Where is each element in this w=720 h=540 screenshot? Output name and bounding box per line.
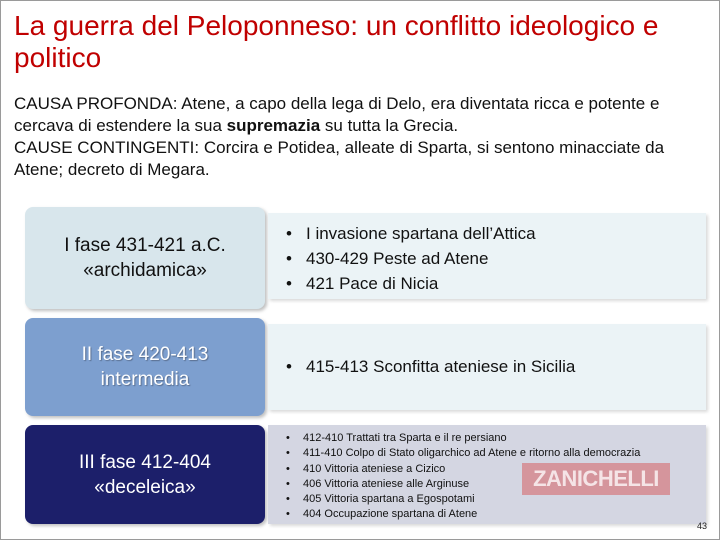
phase-1-event: • I invasione spartana dell’Attica (284, 221, 536, 246)
phase-2-name: II fase 420-413 (81, 344, 209, 365)
phase-1-event: • 430-429 Peste ad Atene (284, 246, 536, 271)
page-number: 43 (697, 521, 708, 531)
phase-2-box (25, 318, 265, 416)
phase-1-box (25, 207, 265, 309)
phase-3-subtitle: «deceleica» (94, 476, 196, 498)
phase-3-event: • 404 Occupazione spartana di Atene (284, 507, 640, 522)
phase-1-name: I fase 431-421 a.C. (64, 235, 226, 256)
phase-2-event: • 415-413 Sconfitta ateniese in Sicilia (284, 354, 575, 379)
intro-cause-deep-end: su tutta la Grecia. (320, 116, 459, 135)
phase-3-event: • 410 Vittoria ateniese a Cizico (284, 462, 640, 477)
intro-cause-contingent: CAUSE CONTINGENTI: Corcira e Potidea, alleate di Sparta, si sentono minacciate da Atene; decreto di Megara. (14, 138, 665, 179)
intro-cause-deep: CAUSA PROFONDA: Atene, a capo della lega di Delo, era diventata ricca e potente e cercava di estendere la sua (14, 94, 660, 135)
phase-1-subtitle: «archidamica» (83, 260, 207, 281)
phase-3-event: • 406 Vittoria ateniese alle Arginuse (284, 477, 640, 492)
phase-3-box (25, 425, 265, 524)
intro-text (14, 93, 704, 181)
publisher-watermark: ZANICHELLI (522, 463, 670, 495)
slide-title: La guerra del Peloponneso: un conflitto ideologico e politico (14, 10, 659, 73)
intro-cause-keyword: supremazia (226, 116, 321, 135)
phase-2-subtitle: intermedia (100, 369, 190, 390)
phase-3-event: • 412-410 Trattati tra Sparta e il re persiano (284, 431, 640, 446)
phase-2-events (268, 324, 706, 410)
phase-3-event: • 411-410 Colpo di Stato oligarchico ad Atene e ritorno alla democrazia (284, 446, 640, 461)
phase-3-name: III fase 412-404 (78, 451, 212, 473)
phase-3-event: • 405 Vittoria spartana a Egospotami (284, 492, 640, 507)
phase-1-events (268, 213, 706, 299)
phase-1-event: • 421 Pace di Nicia (284, 271, 536, 296)
